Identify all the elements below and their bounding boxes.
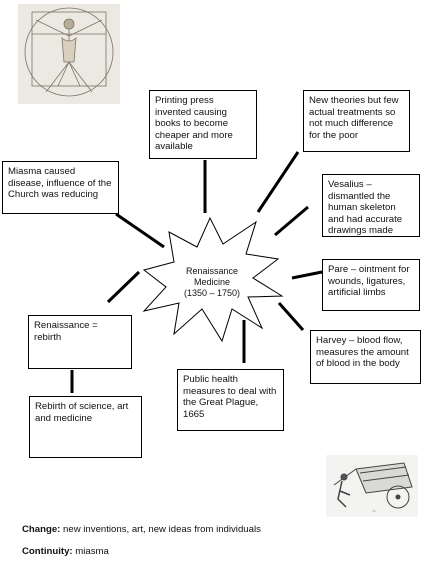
change-text: new inventions, art, new ideas from individuals	[60, 524, 261, 535]
box-harvey-text: Harvey – blood flow, measures the amount of blood in the body	[316, 335, 409, 369]
continuity-line	[22, 546, 109, 557]
box-harvey	[310, 330, 421, 384]
change-line	[22, 524, 261, 535]
continuity-text: miasma	[72, 546, 109, 557]
box-public-text: Public health measures to deal with the Great Plague, 1665	[183, 374, 277, 420]
box-renaissance-text: Renaissance = rebirth	[34, 320, 98, 343]
box-vesalius-text: Vesalius – dismantled the human skeleton and had accurate drawings made	[328, 179, 403, 236]
svg-text:~: ~	[372, 509, 377, 515]
center-line-1: Renaissance	[185, 266, 239, 276]
center-title	[175, 266, 249, 299]
continuity-label: Continuity:	[22, 546, 73, 557]
box-pare	[322, 259, 420, 311]
change-label: Change:	[22, 524, 61, 535]
box-vesalius	[322, 174, 420, 237]
box-theories	[303, 90, 410, 152]
box-renaissance	[28, 315, 132, 369]
box-pare-text: Pare – ointment for wounds, ligatures, artificial limbs	[328, 264, 410, 298]
box-miasma-text: Miasma caused disease, influence of the Church was reducing	[8, 166, 112, 200]
box-printing-text: Printing press invented causing books to become cheaper and more available	[155, 95, 233, 152]
box-printing	[149, 90, 257, 159]
box-public	[177, 369, 284, 431]
box-miasma	[2, 161, 119, 214]
box-rebirth-text: Rebirth of science, art and medicine	[35, 401, 129, 424]
box-rebirth	[29, 396, 142, 458]
center-line-2: Medicine	[193, 277, 231, 287]
box-theories-text: New theories but few actual treatments so not much difference for the poor	[309, 95, 399, 141]
center-line-3: (1350 – 1750)	[183, 288, 241, 298]
